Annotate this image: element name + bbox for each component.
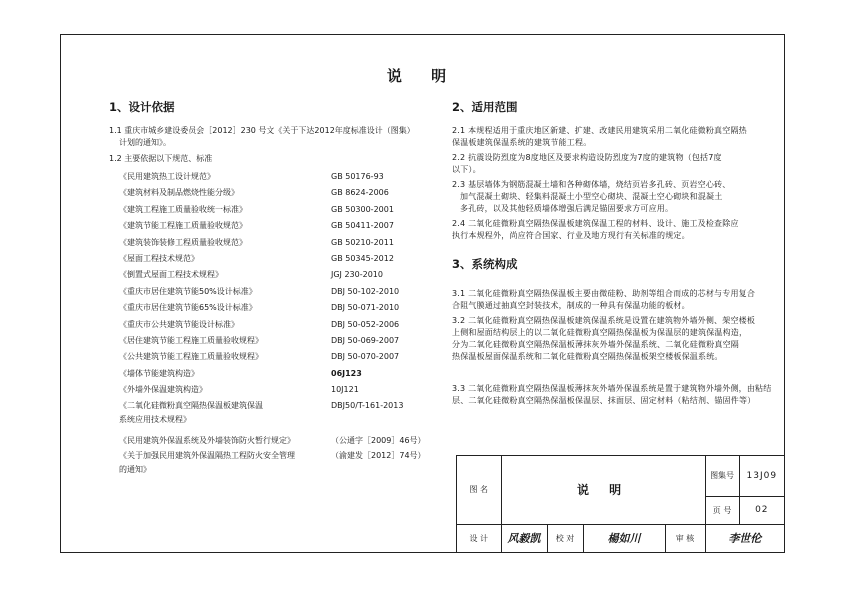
drawing-name-label: 图 名 xyxy=(457,456,501,524)
title-block xyxy=(456,455,784,552)
check-label: 校 对 xyxy=(547,524,583,552)
para-2-3-cont2: 多孔砖，以及其他轻质墙体增强后满足锚固要求方可应用。 xyxy=(460,204,674,213)
atlas-number-label: 图集号 xyxy=(705,456,739,496)
design-signature: 风毅凯 xyxy=(501,524,547,552)
para-2-1: 2.1 本规程适用于重庆地区新建、扩建、改建民用建筑采用二氧化硅微粉真空隔热 xyxy=(452,126,747,135)
standard-row: 《倒置式屋面工程技术规程》 JGJ 230-2010 xyxy=(119,270,383,280)
standard-row: 《重庆市公共建筑节能设计标准》 DBJ 50-052-2006 xyxy=(119,319,400,329)
standard-row: 《重庆市居住建筑节能50%设计标准》 DBJ 50-102-2010 xyxy=(119,286,400,296)
right-column xyxy=(452,99,774,407)
para-2-3: 2.3 基层墙体为钢筋混凝土墙和各种砌体墙，烧结页岩多孔砖、页岩空心砖、 xyxy=(452,180,731,189)
para-3-1: 3.1 二氧化硅微粉真空隔热保温板主要由微硅粉、助剂等组合而成的芯材与专用复合 xyxy=(452,289,756,298)
standard-row: 《屋面工程技术规范》 GB 50345-2012 xyxy=(119,254,394,264)
left-column xyxy=(109,99,454,477)
para-3-2-cont3: 热保温板屋面保温系统和二氧化硅微粉真空隔热保温板架空楼板保温系统。 xyxy=(452,352,723,361)
section3-heading: 3、系统构成 xyxy=(452,257,518,271)
standards-list xyxy=(109,169,454,477)
page-number-value: 02 xyxy=(739,496,784,524)
para-3-2-cont2: 分为二氧化硅微粉真空隔热保温板薄抹灰外墙外保温系统、二氧化硅微粉真空隔 xyxy=(452,340,739,349)
review-signature: 李世伦 xyxy=(705,524,784,552)
para-2-2-cont: 以下）。 xyxy=(452,165,481,174)
page-title: 说 明 xyxy=(386,67,459,85)
design-label: 设 计 xyxy=(457,524,501,552)
para-2-4: 2.4 二氧化硅微粉真空隔热保温板建筑保温工程的材料、设计、施工及检查除应 xyxy=(452,219,739,228)
para-3-2: 3.2 二氧化硅微粉真空隔热保温板建筑保温系统是设置在建筑物外墙外侧、架空楼板 xyxy=(452,316,756,325)
para-3-3-cont: 层、二氧化硅微粉真空隔热保温板保温层、抹面层、固定材料（粘结剂、锚固件等） xyxy=(452,396,756,405)
standard-row: 《墙体节能建筑构造》 06J123 xyxy=(119,368,362,378)
check-signature: 楊如川 xyxy=(583,524,665,552)
para-3-3: 3.3 二氧化硅微粉真空隔热保温板薄抹灰外墙外保温系统是置于建筑物外墙外侧，由粘结 xyxy=(452,384,772,393)
section1-heading: 1、设计依据 xyxy=(109,100,175,114)
standard-row: 《建筑工程施工质量验收统一标准》 GB 50300-2001 xyxy=(119,204,394,214)
standard-row: 《关于加强民用建筑外保温隔热工程防火安全管理 的通知》 （渝建发［2012］74号） xyxy=(119,451,426,475)
standard-row: 《公共建筑节能工程施工质量验收规程》 DBJ 50-070-2007 xyxy=(119,352,400,362)
para-3-1-cont: 合阻气膜通过抽真空封装技术，制成的一种具有保温功能的板材。 xyxy=(452,301,690,310)
para-1-1: 1.1 重庆市城乡建设委员会［2012］230 号文《关于下达2012年度标准设计（图集） xyxy=(109,126,415,135)
drawing-name-value: 说 明 xyxy=(501,456,705,524)
review-label: 审 核 xyxy=(665,524,705,552)
standard-row: 《二氧化硅微粉真空隔热保温板建筑保温 系统应用技术规程》 DBJ50/T-161-2013 xyxy=(119,400,404,424)
section2-heading: 2、适用范围 xyxy=(452,100,518,114)
standard-row: 《建筑材料及制品燃烧性能分级》 GB 8624-2006 xyxy=(119,188,389,198)
atlas-number-value: 13J09 xyxy=(739,456,784,496)
para-1-2: 1.2 主要依据以下规范、标准 xyxy=(109,154,213,163)
para-1-1-cont: 计划的通知》。 xyxy=(119,138,171,147)
page-number-label: 页 号 xyxy=(705,496,739,524)
standard-row: 《建筑装饰装修工程质量验收规范》 GB 50210-2011 xyxy=(119,237,394,247)
para-3-2-cont: 上侧和屋面结构层上的以二氧化硅微粉真空隔热保温板为保温层的建筑保温构造， xyxy=(452,328,748,337)
standard-row: 《民用建筑外保温系统及外墙装饰防火暂行规定》 （公通字［2009］46号） xyxy=(119,435,426,445)
para-2-1-cont: 保温板建筑保温系统的建筑节能工程。 xyxy=(452,138,592,147)
standard-row: 《民用建筑热工设计规范》 GB 50176-93 xyxy=(119,172,384,181)
para-2-2: 2.2 抗震设防烈度为8度地区及要求构造设防烈度为7度的建筑物（包括7度 xyxy=(452,153,722,162)
para-2-4-cont: 执行本规程外，尚应符合国家、行业及地方现行有关标准的规定。 xyxy=(452,231,690,240)
standard-row: 《重庆市居住建筑节能65%设计标准》 DBJ 50-071-2010 xyxy=(119,303,400,313)
standard-row: 《居住建筑节能工程施工质量验收规程》 DBJ 50-069-2007 xyxy=(119,336,400,346)
para-2-3-cont: 加气混凝土砌块、轻集料混凝土小型空心砌块、混凝土空心砌块和混凝土 xyxy=(460,192,723,201)
standard-row: 《建筑节能工程施工质量验收规范》 GB 50411-2007 xyxy=(119,221,394,231)
standard-row: 《外墙外保温建筑构造》 10J121 xyxy=(119,385,359,395)
